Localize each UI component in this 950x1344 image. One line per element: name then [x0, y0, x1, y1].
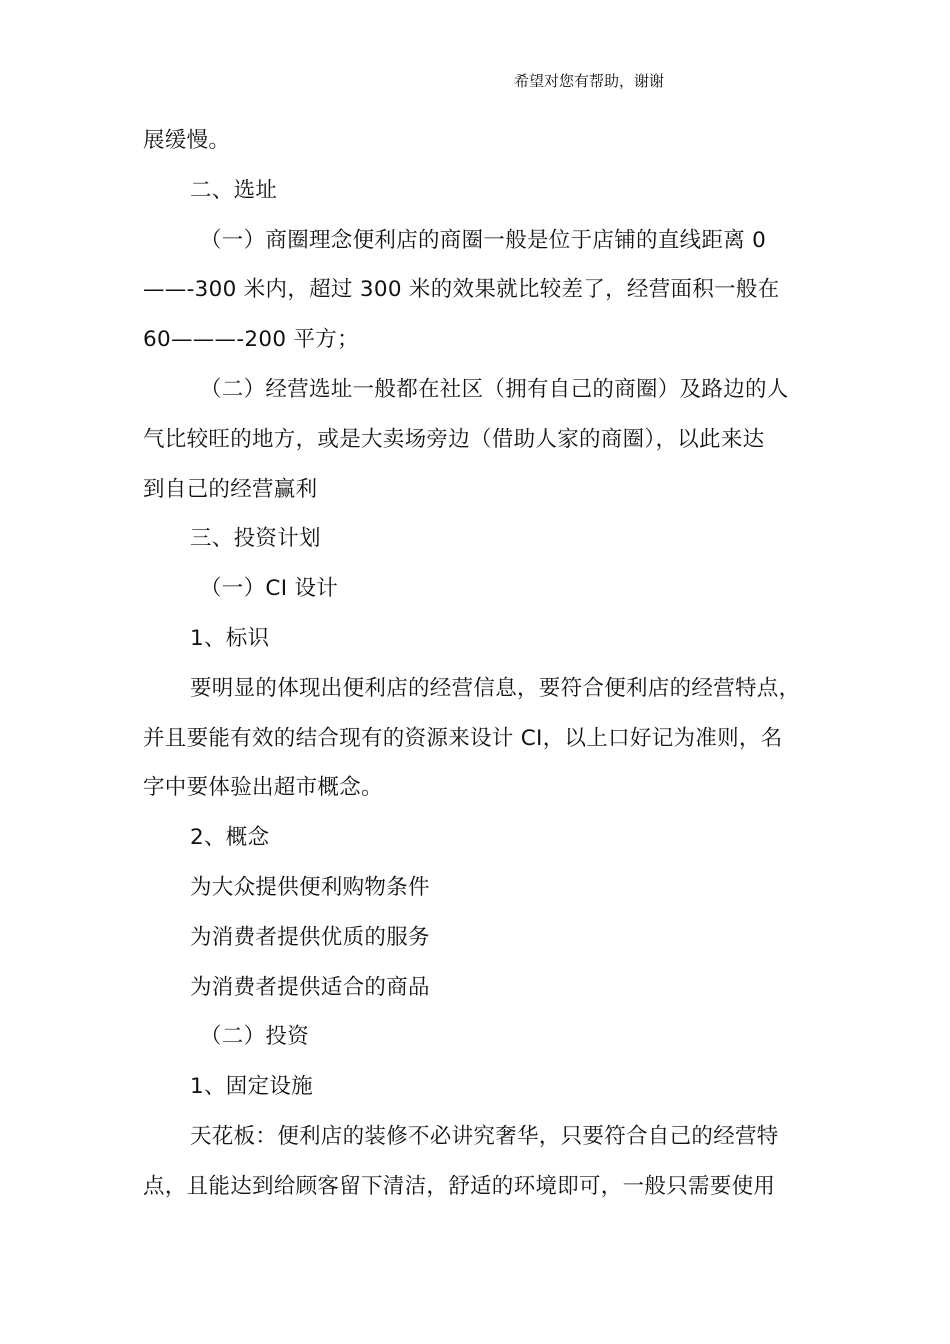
paragraph-line: 气比较旺的地方，或是大卖场旁边（借助人家的商圈），以此来达: [143, 426, 765, 452]
paragraph-line: 1、固定设施: [190, 1074, 313, 1100]
paragraph-line: 2、概念: [190, 825, 270, 851]
paragraph-line: （一）商圈理念便利店的商圈一般是位于店铺的直线距离 0: [200, 227, 767, 253]
paragraph-line: 为消费者提供优质的服务: [190, 924, 430, 950]
paragraph-line: 为消费者提供适合的商品: [190, 974, 430, 1000]
paragraph-line: 要明显的体现出便利店的经营信息，要符合便利店的经营特点，: [190, 675, 801, 701]
paragraph-line: 到自己的经营赢利: [143, 476, 318, 502]
paragraph-line: 并且要能有效的结合现有的资源来设计 CI，以上口好记为准则，名: [143, 725, 783, 751]
page-header: 希望对您有帮助，谢谢: [514, 72, 665, 90]
paragraph-line: 60———-200 平方；: [143, 327, 359, 353]
paragraph-line: （一）CI 设计: [200, 576, 339, 602]
paragraph-line: 三、投资计划: [190, 526, 321, 552]
paragraph-line: 二、选址: [190, 177, 278, 203]
paragraph-line: ——-300 米内，超过 300 米的效果就比较差了，经营面积一般在: [143, 277, 780, 303]
paragraph-line: 1、标识: [190, 625, 270, 651]
paragraph-line: 为大众提供便利购物条件: [190, 874, 430, 900]
paragraph-line: 点，且能达到给顾客留下清洁，舒适的环境即可，一般只需要使用: [143, 1173, 776, 1199]
paragraph-line: 字中要体验出超市概念。: [143, 775, 383, 801]
paragraph-line: （二）经营选址一般都在社区（拥有自己的商圈）及路边的人: [200, 376, 789, 402]
document-body: [143, 124, 823, 1220]
paragraph-line: 天花板：便利店的装修不必讲究奢华，只要符合自己的经营特: [190, 1123, 779, 1149]
paragraph-line: （二）投资: [200, 1024, 310, 1050]
paragraph-line: 展缓慢。: [143, 128, 231, 153]
